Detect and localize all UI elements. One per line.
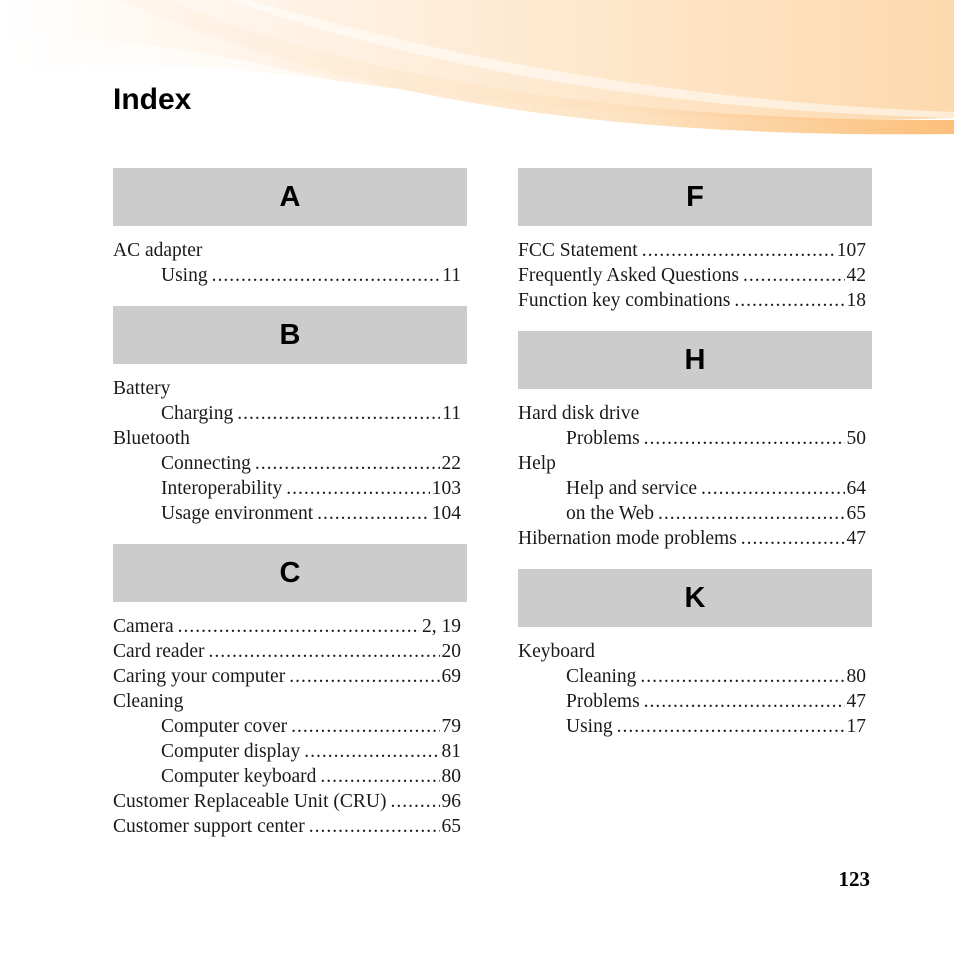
entry-page-ref: 50 bbox=[846, 428, 866, 449]
dot-leader bbox=[289, 664, 439, 689]
dot-leader bbox=[317, 501, 430, 526]
index-entry bbox=[518, 526, 866, 551]
index-entry bbox=[113, 238, 461, 263]
entry-page-ref: 42 bbox=[846, 265, 866, 286]
index-entry bbox=[518, 288, 866, 313]
entry-term: Bluetooth bbox=[113, 428, 190, 449]
entry-term: Customer support center bbox=[113, 816, 305, 837]
section-letter-header: F bbox=[518, 168, 872, 226]
index-subentry bbox=[518, 501, 866, 526]
dot-leader bbox=[642, 238, 835, 263]
index-entry bbox=[518, 263, 866, 288]
dot-leader bbox=[390, 789, 439, 814]
dot-leader bbox=[640, 664, 844, 689]
entry-page-ref: 20 bbox=[441, 641, 461, 662]
entry-term: Computer display bbox=[161, 741, 301, 762]
entry-page-ref: 69 bbox=[441, 666, 461, 687]
index-subentry bbox=[518, 476, 866, 501]
dot-leader bbox=[304, 739, 439, 764]
dot-leader bbox=[644, 426, 845, 451]
entry-page-ref: 65 bbox=[846, 503, 866, 524]
dot-leader bbox=[208, 639, 439, 664]
dot-leader bbox=[701, 476, 844, 501]
entry-term: Help and service bbox=[566, 478, 698, 499]
entry-term: Camera bbox=[113, 616, 174, 637]
index-subentry bbox=[518, 426, 866, 451]
entry-page-ref: 103 bbox=[431, 478, 461, 499]
index-entry bbox=[113, 789, 461, 814]
entry-term: Computer keyboard bbox=[161, 766, 317, 787]
entry-term: Problems bbox=[566, 428, 640, 449]
entry-page-ref: 18 bbox=[846, 290, 866, 311]
entry-page-ref: 104 bbox=[431, 503, 461, 524]
entry-page-ref: 2, 19 bbox=[422, 616, 461, 637]
dot-leader bbox=[617, 714, 845, 739]
dot-leader bbox=[734, 288, 844, 313]
index-subentry bbox=[113, 401, 461, 426]
entry-term: Charging bbox=[161, 403, 234, 424]
index-entry bbox=[113, 426, 461, 451]
index-entry bbox=[518, 238, 866, 263]
entry-page-ref: 80 bbox=[846, 666, 866, 687]
index-entry bbox=[518, 639, 866, 664]
index-subentry bbox=[113, 714, 461, 739]
index-subentry bbox=[113, 263, 461, 288]
entry-page-ref: 96 bbox=[441, 791, 461, 812]
entry-term: Computer cover bbox=[161, 716, 288, 737]
entry-term: AC adapter bbox=[113, 240, 203, 261]
entry-page-ref: 80 bbox=[441, 766, 461, 787]
entry-page-ref: 22 bbox=[441, 453, 461, 474]
index-subentry bbox=[518, 689, 866, 714]
entry-term: Frequently Asked Questions bbox=[518, 265, 739, 286]
entry-term: Hard disk drive bbox=[518, 403, 640, 424]
index-section-k bbox=[518, 569, 872, 739]
entry-page-ref: 79 bbox=[441, 716, 461, 737]
entry-page-ref: 11 bbox=[442, 403, 461, 424]
entry-term: Connecting bbox=[161, 453, 251, 474]
dot-leader bbox=[320, 764, 439, 789]
entry-term: Using bbox=[161, 265, 208, 286]
entry-page-ref: 47 bbox=[846, 528, 866, 549]
dot-leader bbox=[743, 263, 845, 288]
index-column-left bbox=[113, 168, 467, 857]
entry-term: Cleaning bbox=[566, 666, 637, 687]
index-section-a bbox=[113, 168, 467, 288]
index-section-b bbox=[113, 306, 467, 526]
section-letter-header: A bbox=[113, 168, 467, 226]
dot-leader bbox=[291, 714, 439, 739]
entry-term: Customer Replaceable Unit (CRU) bbox=[113, 791, 387, 812]
entry-page-ref: 65 bbox=[441, 816, 461, 837]
page-title: Index bbox=[113, 83, 192, 116]
index-subentry bbox=[518, 664, 866, 689]
dot-leader bbox=[212, 263, 441, 288]
index-section-c bbox=[113, 544, 467, 839]
entry-term: Card reader bbox=[113, 641, 205, 662]
entry-term: Using bbox=[566, 716, 613, 737]
section-letter-header: H bbox=[518, 331, 872, 389]
entry-page-ref: 81 bbox=[441, 741, 461, 762]
dot-leader bbox=[286, 476, 429, 501]
entry-term: Battery bbox=[113, 378, 171, 399]
entry-page-ref: 107 bbox=[836, 240, 866, 261]
dot-leader bbox=[237, 401, 440, 426]
entry-term: Caring your computer bbox=[113, 666, 286, 687]
index-entry bbox=[113, 689, 461, 714]
index-entry bbox=[518, 401, 866, 426]
dot-leader bbox=[255, 451, 440, 476]
entry-page-ref: 11 bbox=[442, 265, 461, 286]
index-section-f bbox=[518, 168, 872, 313]
entry-term: Usage environment bbox=[161, 503, 314, 524]
index-entry bbox=[113, 376, 461, 401]
entry-page-ref: 17 bbox=[846, 716, 866, 737]
index-entry bbox=[113, 614, 461, 639]
index-subentry bbox=[518, 714, 866, 739]
entry-term: Hibernation mode problems bbox=[518, 528, 737, 549]
index-subentry bbox=[113, 501, 461, 526]
entry-term: FCC Statement bbox=[518, 240, 638, 261]
entry-term: Interoperability bbox=[161, 478, 283, 499]
section-letter-header: K bbox=[518, 569, 872, 627]
dot-leader bbox=[644, 689, 845, 714]
entry-term: Function key combinations bbox=[518, 290, 731, 311]
index-subentry bbox=[113, 739, 461, 764]
index-column-right bbox=[518, 168, 872, 757]
entry-term: Cleaning bbox=[113, 691, 184, 712]
entry-page-ref: 64 bbox=[846, 478, 866, 499]
index-section-h bbox=[518, 331, 872, 551]
entry-term: on the Web bbox=[566, 503, 654, 524]
index-entry bbox=[113, 814, 461, 839]
entry-page-ref: 47 bbox=[846, 691, 866, 712]
section-letter-header: C bbox=[113, 544, 467, 602]
index-subentry bbox=[113, 451, 461, 476]
index-subentry bbox=[113, 476, 461, 501]
index-subentry bbox=[113, 764, 461, 789]
index-entry bbox=[113, 664, 461, 689]
entry-term: Help bbox=[518, 453, 556, 474]
entry-term: Keyboard bbox=[518, 641, 595, 662]
dot-leader bbox=[741, 526, 845, 551]
dot-leader bbox=[309, 814, 440, 839]
page-number: 123 bbox=[838, 867, 870, 891]
entry-term: Problems bbox=[566, 691, 640, 712]
dot-leader bbox=[178, 614, 420, 639]
dot-leader bbox=[658, 501, 845, 526]
section-letter-header: B bbox=[113, 306, 467, 364]
index-entry bbox=[113, 639, 461, 664]
index-entry bbox=[518, 451, 866, 476]
